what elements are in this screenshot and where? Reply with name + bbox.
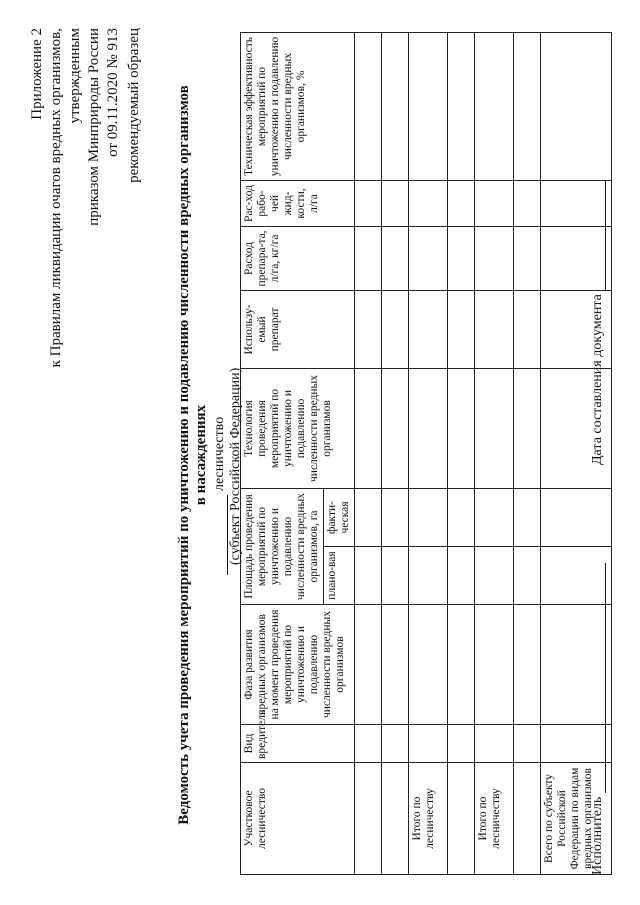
subject-label: (субъект Российской Федерации) [228,367,243,565]
date-field [590,181,606,465]
header-technology: Технология проведения мероприятий по уничтожению и подавлению численности вредных организмов [241,368,355,488]
table-row-forestry-total [409,32,448,874]
executor-blank [605,563,606,793]
forestry-total-label: Итого по лесничеству [475,763,514,875]
annex-line: к Правилам ликвидации очагов вредных организмов, [48,28,64,368]
date-label: Дата составления документа [590,294,605,465]
pest-control-table [240,32,612,875]
header-district: Участковое лесничество [241,763,355,875]
executor-label: Исполнитель [590,796,605,875]
forestry-field [212,417,228,575]
annex-line: Приложение 2 [29,28,45,120]
document-title: Ведомость учета проведения мероприятий по уничтожению и подавлению численности вредных организмов в насаждениях [176,85,209,825]
date-blank [605,181,606,291]
annex-line: от 09.11.2020 № 913 [105,28,121,157]
table-row-forestry-total [475,32,514,874]
table-row [355,32,382,874]
header-prep-rate: Расход препара-та, л/га, кг/га [241,226,355,290]
table-row [382,32,409,874]
header-liquid-rate: Рас-ход рабо-чей жид-кости, л/га [241,180,355,226]
header-pest-type: Вид вредителя [241,725,355,763]
sample-label: рекомендуемый образец [126,28,142,183]
header-area-actual: факти-ческая [324,488,355,546]
table-row [448,32,475,874]
forestry-label: лесничество [212,416,227,491]
header-area: Площадь проведения мероприятий по уничтожению и подавлению численности вредных организмов, га [241,488,324,604]
header-area-planned: плано-вая [324,547,355,605]
annex-line: приказом Минприроды России [86,28,102,226]
annex-header [28,28,123,367]
annex-line: утвержденным [67,28,83,124]
executor-field [590,563,606,875]
header-phase: Фаза развития вредных организмов на момент проведения мероприятий по уничтожению и подавлению численности вредных организмов [241,605,355,725]
header-efficiency: Техническая эффективность мероприятий по уничтожению и подавлению численности вредных организмов, % [241,32,355,180]
subject-total-label: Всего по субъекту Российской Федерации по видам вредных организмов [541,763,612,875]
table-row [514,32,541,874]
header-preparation: Использу-емый препарат [241,290,355,368]
forestry-total-label: Итого по лесничеству [409,763,448,875]
